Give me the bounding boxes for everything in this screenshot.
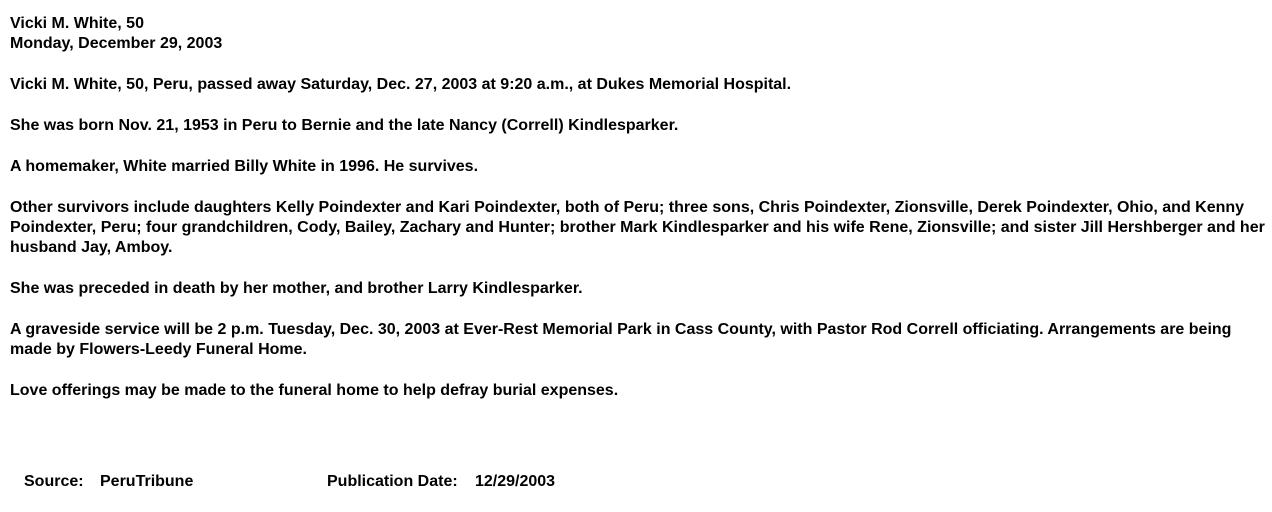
paragraph-preceded-in-death: She was preceded in death by her mother, and brother Larry Kindlesparker. (10, 280, 583, 297)
publication-footer (24, 472, 1224, 492)
publication-date-value: 12/29/2003 (475, 473, 556, 490)
obituary-header (10, 14, 1265, 54)
paragraph-death-notice: Vicki M. White, 50, Peru, passed away Saturday, Dec. 27, 2003 at 9:20 a.m., at Dukes Memorial Hospital. (10, 76, 792, 93)
obituary-document (10, 14, 1265, 422)
paragraph-marriage: A homemaker, White married Billy White in 1996. He survives. (10, 158, 479, 175)
source-label: Source: (24, 473, 84, 490)
paragraph-survivors: Other survivors include daughters Kelly Poindexter and Kari Poindexter, both of Peru; three sons, Chris Poindexter, Zionsville, Derek Poindexter, Ohio, and Kenny Poindexter, Peru; four grandchildren, Cody, Bailey, Zachary and Hunter; brother Mark Kindlesparker and his wife Rene, Zionsville; and sister Jill Hershberger and her husband Jay, Amboy. (10, 199, 1265, 256)
paragraph-service: A graveside service will be 2 p.m. Tuesday, Dec. 30, 2003 at Ever-Rest Memorial Park in Cass County, with Pastor Rod Correll officiating. Arrangements are being made by Flowers-Leedy Funeral Home. (10, 321, 1232, 358)
obituary-date: Monday, December 29, 2003 (10, 35, 223, 52)
paragraph-birth: She was born Nov. 21, 1953 in Peru to Bernie and the late Nancy (Correll) Kindlesparker. (10, 117, 679, 134)
paragraph-love-offerings: Love offerings may be made to the funeral home to help defray burial expenses. (10, 382, 619, 399)
publication-date-label: Publication Date: (327, 473, 458, 490)
source-value: PeruTribune (100, 473, 194, 490)
obituary-name-age: Vicki M. White, 50 (10, 15, 144, 32)
